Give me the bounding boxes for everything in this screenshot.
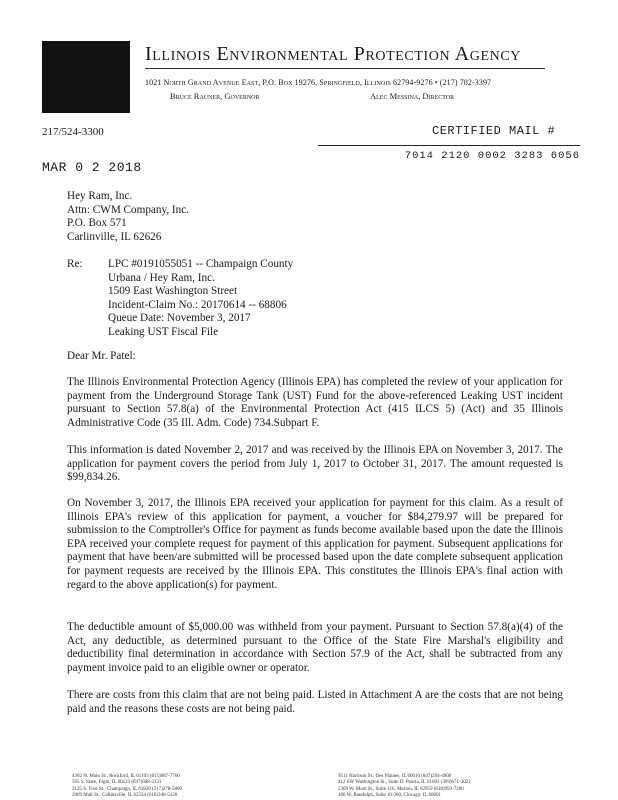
footer-offices-left [72, 774, 182, 800]
tracking-number: 7014 2120 0002 3283 6056 [318, 145, 580, 162]
recipient-line: Carlinville, IL 62626 [67, 230, 162, 243]
footer-line: 2309 W. Main St., Suite 116, Marion, IL 62959 (618)993-7200 [338, 786, 464, 792]
phone-number: 217/524-3300 [42, 126, 104, 138]
certified-mail-label: CERTIFIED MAIL # [432, 124, 556, 138]
footer-line: 595 S. State, Elgin, IL 60123 (847)608-3131 [72, 780, 162, 786]
subject-line: 1509 East Washington Street [108, 285, 238, 298]
director-name: Alec Messina, Director [370, 91, 455, 101]
body-paragraph: There are costs from this claim that are not being paid. Listed in Attachment A are the costs that are not being paid and the reasons these costs are not being paid. [67, 689, 563, 715]
subject-line: Queue Date: November 3, 2017 [108, 312, 251, 325]
subject-line: LPC #0191055051 -- Champaign County [108, 258, 294, 270]
body-paragraph: The deductible amount of $5,000.00 was withheld from your payment. Pursuant to Section 57.8(a)(4) of the Act, any deductible, as determined pursuant to the Office of the State Fire Marshal's eligibility and deductibility final determination in accordance with Section 57.9 of the Act, shall be subtracted from any payment invoice paid to an eligible owner or operator. [67, 621, 563, 674]
body-paragraph: This information is dated November 2, 2017 and was received by the Illinois EPA on November 3, 2017. The application for payment covers the period from July 1, 2017 to October 31, 2017. The amount requested is $99,834.26. [67, 444, 563, 484]
footer-line: 100 W. Randolph, Suite 10-300, Chicago, IL 60601 [338, 793, 442, 799]
recipient-line: Hey Ram, Inc. [67, 190, 133, 202]
footer-line: 9511 Harrison St., Des Plaines, IL 60016 (847)294-4000 [338, 774, 452, 779]
body-paragraph: On November 3, 2017, the Illinois EPA received your application for payment for this claim. As a result of Illinois EPA's review of this application for payment, a voucher for $84,279.97 will be prepared for submission to the Comptroller's Office for payment as funds become available based upon the date the Illinois EPA received your complete request for payment of this application for payment. Subsequent applications for payment that have been/are submitted will be processed based upon the date complete subsequent application for payment requests are received by the Illinois EPA. This constitutes the Illinois EPA's final action with regard to the above application(s) for payment. [67, 497, 563, 591]
footer-line: 2125 S. First St., Champaign, IL 61820 (217)278-5800 [72, 786, 182, 792]
letterhead-rule [145, 68, 545, 69]
re-label: Re: [67, 258, 83, 270]
subject-line: Leaking UST Fiscal File [108, 325, 219, 338]
footer-line: 412 SW Washington St., Suite D, Peoria, IL 61602 (309)671-3022 [338, 780, 471, 786]
recipient-address [67, 190, 189, 244]
agency-logo [42, 41, 130, 113]
subject-line: Incident-Claim No.: 20170614 -- 68806 [108, 298, 287, 311]
footer-offices-right [338, 774, 471, 800]
footer-line: 2009 Mall St., Collinsville, IL 62234 (618)346-5120 [72, 793, 178, 799]
footer-line: 4302 N. Main St., Rockford, IL 61103 (815)987-7760 [72, 774, 180, 779]
subject-block [108, 258, 293, 340]
recipient-line: P.O. Box 571 [67, 217, 127, 230]
letter-date: MAR 0 2 2018 [42, 160, 142, 175]
governor-name: Bruce Rauner, Governor [170, 91, 260, 101]
agency-address: 1021 North Grand Avenue East, P.O. Box 19276, Springfield, Illinois 62794-9276 • (217) 782-3397 [145, 78, 492, 87]
subject-line: Urbana / Hey Ram, Inc. [108, 271, 215, 284]
agency-name: Illinois Environmental Protection Agency [145, 43, 521, 65]
salutation: Dear Mr. Patel: [67, 350, 136, 362]
recipient-line: Attn: CWM Company, Inc. [67, 203, 190, 216]
body-paragraph: The Illinois Environmental Protection Agency (Illinois EPA) has completed the review of your application for payment from the Underground Storage Tank (UST) Fund for the above-referenced Leaking UST incident pursuant to Section 57.8(a) of the Environmental Protection Act (415 ILCS 5) (Act) and 35 Illinois Administrative Code (35 Ill. Adm. Code) 734.Subpart F. [67, 376, 563, 429]
